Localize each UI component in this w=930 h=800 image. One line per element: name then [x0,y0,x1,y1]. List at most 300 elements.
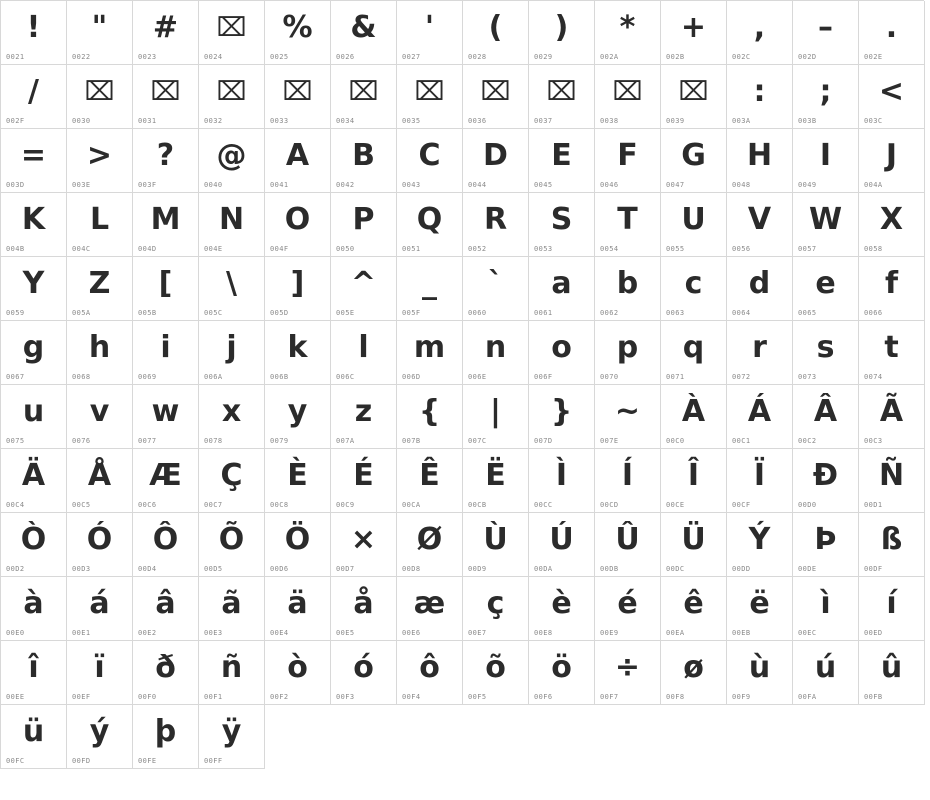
glyph-cell[interactable] [793,385,859,449]
glyph-cell[interactable] [727,1,793,65]
glyph-character: T [617,201,638,237]
glyph-cell[interactable] [463,65,529,129]
glyph-cell[interactable] [133,1,199,65]
glyph-character: â [155,585,176,621]
glyph-codepoint: 0045 [534,181,553,189]
glyph-codepoint: 0058 [864,245,883,253]
grid-empty-cell [859,705,925,769]
glyph-codepoint: 0046 [600,181,619,189]
glyph-cell[interactable] [331,1,397,65]
glyph-codepoint: 00E9 [600,629,619,637]
glyph-character: Ë [485,457,506,493]
glyph-character: @ [216,137,247,173]
glyph-cell[interactable] [199,1,265,65]
glyph-cell[interactable] [1,65,67,129]
glyph-cell[interactable] [331,385,397,449]
glyph-cell[interactable] [793,449,859,513]
glyph-codepoint: 007B [402,437,421,445]
glyph-character: q [682,329,705,365]
glyph-cell[interactable] [793,321,859,385]
glyph-cell[interactable] [463,385,529,449]
glyph-codepoint: 002E [864,53,883,61]
glyph-cell[interactable] [1,1,67,65]
glyph-cell[interactable] [199,513,265,577]
glyph-character: a [551,265,572,301]
glyph-cell[interactable] [529,513,595,577]
glyph-cell[interactable] [727,641,793,705]
glyph-cell[interactable] [727,257,793,321]
glyph-codepoint: 0030 [72,117,91,125]
glyph-codepoint: 00CF [732,501,751,509]
glyph-codepoint: 00C7 [204,501,223,509]
glyph-character: : [753,73,766,109]
glyph-cell[interactable] [67,641,133,705]
glyph-cell[interactable] [661,65,727,129]
glyph-cell[interactable] [859,321,925,385]
glyph-character: ú [814,649,837,685]
glyph-cell[interactable] [1,513,67,577]
glyph-character: < [878,73,905,109]
glyph-cell[interactable] [133,577,199,641]
glyph-character: # [152,9,179,45]
glyph-cell[interactable] [67,65,133,129]
glyph-codepoint: 003A [732,117,751,125]
glyph-character: ⌧ [216,76,247,107]
glyph-cell[interactable] [727,449,793,513]
glyph-codepoint: 007C [468,437,487,445]
glyph-cell[interactable] [1,385,67,449]
glyph-codepoint: 00C0 [666,437,685,445]
glyph-cell[interactable] [661,449,727,513]
glyph-cell[interactable] [1,577,67,641]
glyph-character: Á [747,393,772,429]
glyph-cell[interactable] [529,385,595,449]
glyph-codepoint: 007D [534,437,553,445]
glyph-codepoint: 0032 [204,117,223,125]
glyph-cell[interactable] [397,321,463,385]
glyph-cell[interactable] [397,65,463,129]
glyph-cell[interactable] [199,321,265,385]
glyph-cell[interactable] [529,257,595,321]
glyph-character: Ù [483,521,508,557]
glyph-cell[interactable] [529,193,595,257]
glyph-cell[interactable] [265,193,331,257]
glyph-cell[interactable] [463,449,529,513]
glyph-character: r [752,329,767,365]
glyph-cell[interactable] [463,577,529,641]
glyph-cell[interactable] [397,449,463,513]
glyph-cell[interactable] [67,385,133,449]
glyph-cell[interactable] [595,513,661,577]
glyph-codepoint: 005B [138,309,157,317]
glyph-character: í [886,585,897,621]
glyph-cell[interactable] [331,513,397,577]
glyph-character: è [551,585,572,621]
glyph-cell[interactable] [331,193,397,257]
glyph-character: j [226,329,237,365]
glyph-cell[interactable] [199,705,265,769]
glyph-codepoint: 0050 [336,245,355,253]
glyph-codepoint: 0067 [6,373,25,381]
glyph-cell[interactable] [265,513,331,577]
glyph-cell[interactable] [1,705,67,769]
glyph-cell[interactable] [859,129,925,193]
glyph-codepoint: 004F [270,245,289,253]
glyph-cell[interactable] [265,641,331,705]
glyph-cell[interactable] [133,193,199,257]
glyph-cell[interactable] [859,1,925,65]
glyph-cell[interactable] [661,385,727,449]
glyph-cell[interactable] [67,257,133,321]
glyph-codepoint: 005E [336,309,355,317]
glyph-cell[interactable] [529,321,595,385]
glyph-cell[interactable] [661,577,727,641]
glyph-codepoint: 0022 [72,53,91,61]
glyph-cell[interactable] [1,257,67,321]
glyph-cell[interactable] [397,513,463,577]
glyph-codepoint: 00F1 [204,693,223,701]
glyph-cell[interactable] [331,577,397,641]
glyph-character: ù [748,649,771,685]
glyph-cell[interactable] [859,449,925,513]
glyph-cell[interactable] [265,1,331,65]
glyph-character: Þ [814,521,837,557]
glyph-codepoint: 0055 [666,245,685,253]
glyph-codepoint: 0069 [138,373,157,381]
grid-empty-cell [529,705,595,769]
glyph-cell[interactable] [265,321,331,385]
glyph-character: c [684,265,703,301]
glyph-cell[interactable] [661,257,727,321]
glyph-cell[interactable] [595,449,661,513]
glyph-codepoint: 002B [666,53,685,61]
glyph-cell[interactable] [661,193,727,257]
glyph-cell[interactable] [463,193,529,257]
glyph-cell[interactable] [529,577,595,641]
glyph-codepoint: 0075 [6,437,25,445]
glyph-character: Ñ [878,457,905,493]
glyph-cell[interactable] [1,449,67,513]
glyph-cell[interactable] [133,321,199,385]
glyph-character: ö [551,649,572,685]
glyph-cell[interactable] [331,257,397,321]
glyph-cell[interactable] [67,513,133,577]
glyph-cell[interactable] [529,449,595,513]
glyph-codepoint: 0040 [204,181,223,189]
glyph-cell[interactable] [331,321,397,385]
glyph-character: ó [353,649,374,685]
glyph-cell[interactable] [1,193,67,257]
glyph-codepoint: 004E [204,245,223,253]
glyph-character: B [352,137,375,173]
glyph-cell[interactable] [463,513,529,577]
glyph-cell[interactable] [463,257,529,321]
glyph-codepoint: 00E7 [468,629,487,637]
glyph-codepoint: 005D [270,309,289,317]
glyph-character: × [350,521,377,557]
glyph-character: X [879,201,904,237]
glyph-character: Å [87,457,112,493]
grid-empty-cell [727,705,793,769]
glyph-cell[interactable] [67,449,133,513]
glyph-cell[interactable] [133,129,199,193]
glyph-cell[interactable] [595,257,661,321]
glyph-cell[interactable] [397,193,463,257]
glyph-cell[interactable] [133,65,199,129]
glyph-cell[interactable] [199,577,265,641]
glyph-character: ò [287,649,308,685]
glyph-character: ( [488,9,503,45]
glyph-character: R [483,201,508,237]
glyph-cell[interactable] [859,641,925,705]
glyph-codepoint: 0049 [798,181,817,189]
glyph-character: v [89,393,110,429]
glyph-codepoint: 0044 [468,181,487,189]
glyph-codepoint: 00FD [72,757,91,765]
glyph-codepoint: 0025 [270,53,289,61]
glyph-cell[interactable] [133,449,199,513]
glyph-codepoint: 00F7 [600,693,619,701]
glyph-cell[interactable] [67,193,133,257]
glyph-cell[interactable] [67,129,133,193]
glyph-cell[interactable] [859,385,925,449]
glyph-codepoint: 00C8 [270,501,289,509]
glyph-codepoint: 0066 [864,309,883,317]
glyph-character: C [418,137,441,173]
glyph-cell[interactable] [727,513,793,577]
glyph-character: Û [615,521,640,557]
glyph-cell[interactable] [859,577,925,641]
glyph-cell[interactable] [265,385,331,449]
glyph-cell[interactable] [727,577,793,641]
glyph-cell[interactable] [793,1,859,65]
glyph-codepoint: 0021 [6,53,25,61]
glyph-character: ^ [350,265,377,301]
glyph-cell[interactable] [199,449,265,513]
glyph-character: ø [683,649,704,685]
glyph-cell[interactable] [1,129,67,193]
glyph-codepoint: 0023 [138,53,157,61]
glyph-character: ß [880,521,903,557]
glyph-cell[interactable] [265,65,331,129]
glyph-cell[interactable] [595,577,661,641]
glyph-cell[interactable] [661,321,727,385]
glyph-cell[interactable] [265,257,331,321]
glyph-codepoint: 00DD [732,565,751,573]
glyph-codepoint: 0062 [600,309,619,317]
glyph-character: ` [488,265,503,301]
glyph-codepoint: 0076 [72,437,91,445]
glyph-cell[interactable] [397,641,463,705]
glyph-cell[interactable] [727,385,793,449]
glyph-cell[interactable] [133,385,199,449]
glyph-character: m [413,329,446,365]
glyph-cell[interactable] [67,705,133,769]
glyph-cell[interactable] [331,129,397,193]
glyph-cell[interactable] [199,129,265,193]
glyph-codepoint: 00DB [600,565,619,573]
glyph-character: | [490,393,501,429]
glyph-codepoint: 003D [6,181,25,189]
glyph-character: w [151,393,180,429]
glyph-character: M [150,201,181,237]
glyph-character: U [681,201,706,237]
glyph-codepoint: 0060 [468,309,487,317]
glyph-character: Ä [21,457,46,493]
glyph-codepoint: 005C [204,309,223,317]
glyph-cell[interactable] [67,577,133,641]
glyph-cell[interactable] [859,513,925,577]
glyph-character: ⌧ [612,76,643,107]
glyph-cell[interactable] [595,193,661,257]
glyph-cell[interactable] [859,193,925,257]
glyph-cell[interactable] [265,449,331,513]
glyph-character: Ô [152,521,179,557]
glyph-codepoint: 006A [204,373,223,381]
glyph-codepoint: 0036 [468,117,487,125]
glyph-cell[interactable] [595,65,661,129]
glyph-codepoint: 0052 [468,245,487,253]
glyph-codepoint: 0054 [600,245,619,253]
glyph-codepoint: 006C [336,373,355,381]
glyph-cell[interactable] [661,641,727,705]
glyph-cell[interactable] [727,193,793,257]
glyph-character: W [808,201,843,237]
glyph-cell[interactable] [595,385,661,449]
glyph-cell[interactable] [793,65,859,129]
glyph-codepoint: 00C1 [732,437,751,445]
glyph-codepoint: 0056 [732,245,751,253]
glyph-codepoint: 0065 [798,309,817,317]
glyph-character: û [880,649,903,685]
glyph-codepoint: 00DE [798,565,817,573]
glyph-cell[interactable] [793,577,859,641]
glyph-cell[interactable] [397,1,463,65]
glyph-codepoint: 005A [72,309,91,317]
glyph-cell[interactable] [397,577,463,641]
glyph-codepoint: 0077 [138,437,157,445]
glyph-codepoint: 004B [6,245,25,253]
glyph-cell[interactable] [859,65,925,129]
glyph-cell[interactable] [199,65,265,129]
glyph-cell[interactable] [529,65,595,129]
glyph-codepoint: 00E8 [534,629,553,637]
glyph-character: e [815,265,836,301]
glyph-cell[interactable] [529,1,595,65]
glyph-codepoint: 00CD [600,501,619,509]
glyph-cell[interactable] [529,129,595,193]
glyph-codepoint: 0047 [666,181,685,189]
glyph-cell[interactable] [199,385,265,449]
glyph-cell[interactable] [463,1,529,65]
glyph-codepoint: 00CB [468,501,487,509]
glyph-cell[interactable] [265,577,331,641]
glyph-cell[interactable] [463,321,529,385]
glyph-cell[interactable] [529,641,595,705]
glyph-cell[interactable] [397,385,463,449]
glyph-character: P [352,201,375,237]
glyph-character: [ [158,265,173,301]
glyph-codepoint: 002F [6,117,25,125]
glyph-codepoint: 0079 [270,437,289,445]
glyph-character: = [20,137,47,173]
glyph-character: F [617,137,638,173]
glyph-cell[interactable] [595,129,661,193]
glyph-codepoint: 00C2 [798,437,817,445]
glyph-cell[interactable] [133,705,199,769]
glyph-character: L [89,201,110,237]
glyph-character: Ò [20,521,47,557]
glyph-cell[interactable] [1,641,67,705]
glyph-cell[interactable] [859,257,925,321]
glyph-cell[interactable] [199,257,265,321]
glyph-codepoint: 00F9 [732,693,751,701]
glyph-cell[interactable] [661,513,727,577]
glyph-cell[interactable] [793,193,859,257]
glyph-codepoint: 0064 [732,309,751,317]
glyph-cell[interactable] [67,1,133,65]
glyph-cell[interactable] [727,321,793,385]
glyph-cell[interactable] [661,1,727,65]
glyph-codepoint: 00EA [666,629,685,637]
glyph-codepoint: 00D9 [468,565,487,573]
glyph-codepoint: 00FF [204,757,223,765]
glyph-cell[interactable] [595,321,661,385]
glyph-character: Õ [218,521,245,557]
glyph-character: y [287,393,308,429]
glyph-cell[interactable] [793,257,859,321]
glyph-codepoint: 00FC [6,757,25,765]
glyph-cell[interactable] [133,257,199,321]
glyph-cell[interactable] [793,641,859,705]
glyph-character: ä [287,585,308,621]
glyph-cell[interactable] [727,65,793,129]
glyph-cell[interactable] [793,129,859,193]
glyph-character: ⌧ [678,76,709,107]
glyph-cell[interactable] [397,129,463,193]
glyph-character: Ç [220,457,243,493]
glyph-codepoint: 003B [798,117,817,125]
glyph-cell[interactable] [331,65,397,129]
glyph-cell[interactable] [793,513,859,577]
glyph-cell[interactable] [1,321,67,385]
grid-empty-cell [661,705,727,769]
glyph-cell[interactable] [331,641,397,705]
glyph-cell[interactable] [595,1,661,65]
glyph-cell[interactable] [397,257,463,321]
glyph-cell[interactable] [661,129,727,193]
glyph-cell[interactable] [265,129,331,193]
glyph-codepoint: 00DA [534,565,553,573]
glyph-cell[interactable] [595,641,661,705]
glyph-cell[interactable] [133,513,199,577]
glyph-codepoint: 0027 [402,53,421,61]
glyph-cell[interactable] [331,449,397,513]
glyph-character: á [89,585,110,621]
glyph-character: V [747,201,772,237]
glyph-character: ; [819,73,832,109]
glyph-cell[interactable] [199,641,265,705]
glyph-cell[interactable] [463,641,529,705]
glyph-cell[interactable] [67,321,133,385]
glyph-cell[interactable] [463,129,529,193]
glyph-codepoint: 0078 [204,437,223,445]
glyph-cell[interactable] [133,641,199,705]
glyph-codepoint: 0041 [270,181,289,189]
glyph-cell[interactable] [199,193,265,257]
glyph-character: s [816,329,835,365]
glyph-cell[interactable] [727,129,793,193]
